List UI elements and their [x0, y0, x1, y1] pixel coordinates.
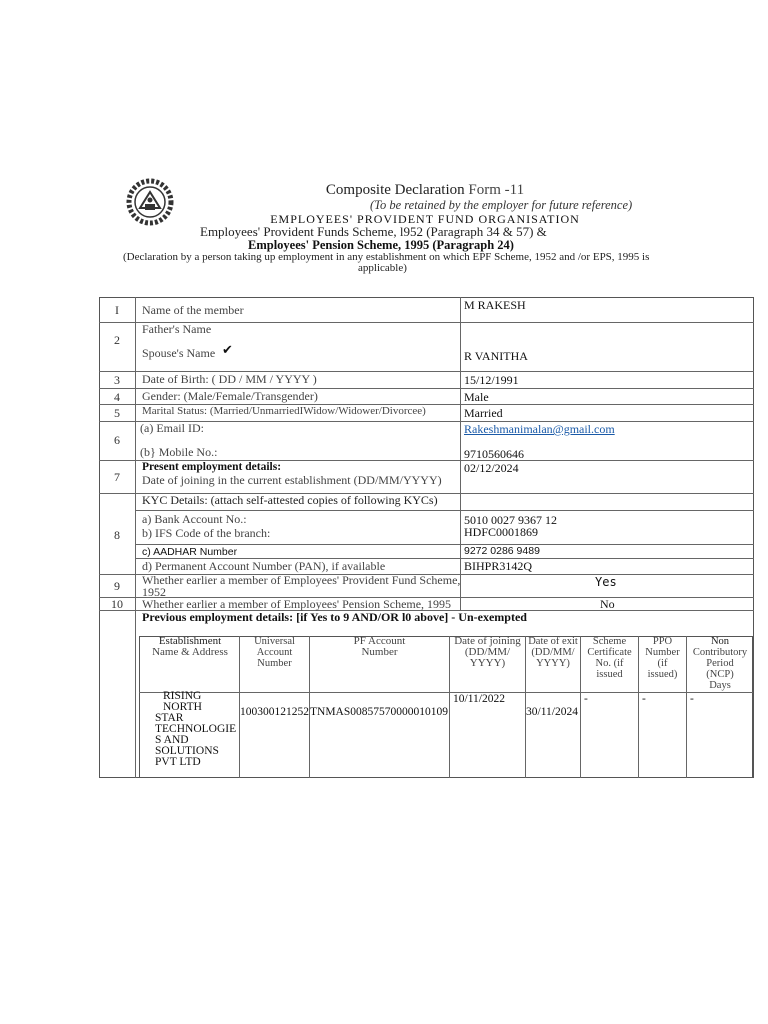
establishment-line: RISING NORTH	[163, 690, 202, 713]
eps-member-value: No	[600, 597, 615, 611]
prev-ncp-value: -	[690, 693, 694, 705]
col-header-text: Date of exit	[528, 636, 578, 647]
gender-label: Gender: (Male/Female/Transgender)	[142, 389, 318, 403]
col-header-text: PPO	[652, 636, 673, 647]
col-header-establishment	[140, 636, 240, 658]
row-number-7: 7	[114, 470, 120, 484]
eps-member-label: Whether earlier a member of Employees' Pension Scheme, 1995	[142, 597, 452, 611]
col-header-uan	[240, 636, 309, 669]
bank-account-label: a) Bank Account No.:	[142, 512, 247, 526]
col-header-text: Scheme	[592, 636, 627, 647]
prev-ppo-value: -	[642, 693, 646, 705]
row-number-4: 4	[114, 390, 120, 404]
col-header-scheme-certificate	[581, 636, 638, 680]
col-header-text: Certificate	[587, 647, 632, 658]
previous-employment-heading: Previous employment details: [if Yes to 9 AND/OR l0 above] - Un-exempted	[142, 610, 527, 624]
dob-label: Date of Birth: ( DD / MM / YYYY )	[142, 372, 317, 386]
spouse-checkmark-icon: ✔	[222, 342, 233, 357]
col-header-date-of-joining	[450, 636, 525, 669]
gender-value: Male	[464, 390, 489, 404]
prev-doj-value: 10/11/2022	[453, 693, 505, 705]
aadhar-label: c) AADHAR Number	[142, 546, 238, 558]
ifsc-label: b) IFS Code of the branch:	[142, 526, 271, 540]
col-header-text: issued)	[647, 669, 678, 680]
form-title	[110, 182, 740, 199]
col-header-text: (if	[657, 658, 668, 669]
row-number-1: I	[115, 303, 119, 317]
mobile-label: (b} Mobile No.:	[140, 445, 218, 459]
col-header-text: Period	[706, 658, 734, 669]
email-label: (a) Email ID:	[140, 421, 204, 435]
fathers-name-label: Father's Name	[142, 322, 212, 336]
date-of-joining-label: Date of joining in the current establishment (DD/MM/YYYY)	[142, 473, 442, 487]
prev-doe-value: 30/11/2024	[526, 706, 578, 718]
row-divider	[135, 544, 754, 545]
scheme-line-1: Employees' Provident Funds Scheme, l952 (Paragraph 34 & 57) &	[200, 224, 547, 239]
col-header-text: YYYY)	[536, 658, 570, 669]
col-divider-value	[460, 297, 461, 610]
form-number: Form -11	[468, 182, 525, 198]
epf-member-value: Yes	[595, 575, 617, 589]
col-header-date-of-exit	[526, 636, 580, 669]
establishment-line: STAR	[155, 712, 184, 724]
member-name-label: Name of the member	[142, 303, 244, 317]
bank-account-value: 5010 0027 9367 12	[464, 513, 557, 527]
establishment-line: TECHNOLOGIE	[155, 723, 237, 735]
establishment-line: S AND	[155, 734, 189, 746]
spouses-name-label: Spouse's Name	[142, 346, 216, 360]
prev-scheme-cert-value: -	[584, 693, 588, 705]
row-number-2: 2	[114, 333, 120, 347]
row-number-5: 5	[114, 406, 120, 420]
col-header-text: (DD/MM/	[531, 647, 575, 658]
aadhar-value: 9272 0286 9489	[464, 545, 540, 557]
kyc-heading: KYC Details: (attach self-attested copies of following KYCs)	[142, 493, 438, 507]
mobile-value: 9710560646	[464, 447, 524, 461]
email-value[interactable]: Rakeshmanimalan@gmail.com	[464, 422, 615, 436]
col-header-text: (NCP)	[706, 669, 734, 680]
col-header-text: Number	[361, 646, 398, 658]
establishment-line: SOLUTIONS	[155, 745, 219, 757]
row-number-10: 10	[111, 597, 123, 611]
member-name-value: M RAKESH	[464, 298, 526, 312]
col-header-text: Contributory	[692, 647, 748, 658]
col-header-ncp-days	[687, 636, 753, 691]
form-title-text: Composite Declaration	[325, 182, 465, 198]
retain-note: (To be retained by the employer for future reference)	[370, 198, 633, 212]
declaration-line-2: applicable)	[358, 262, 407, 274]
date-of-joining-value: 02/12/2024	[464, 461, 519, 475]
col-header-ppo-number	[639, 636, 686, 680]
row-number-8: 8	[114, 528, 120, 542]
organisation-name: EMPLOYEES' PROVIDENT FUND ORGANISATION	[270, 212, 580, 226]
row-number-3: 3	[114, 373, 120, 387]
marital-status-label: Marital Status: (Married/UnmarriedIWidow/Widower/Divorcee)	[142, 405, 426, 417]
col-header-text: Days	[709, 680, 731, 691]
col-header-text: Number	[645, 647, 680, 658]
epf-member-label: Whether earlier a member of Employees' Provident Fund Scheme,	[142, 573, 461, 587]
pan-value: BIHPR3142Q	[464, 559, 533, 573]
col-header-text: Date of joining	[454, 635, 521, 647]
spouse-name-value: R VANITHA	[464, 349, 528, 363]
col-header-text: Establishment	[158, 635, 222, 647]
establishment-line: PVT LTD	[155, 756, 201, 768]
prev-uan-value: 100300121252	[240, 706, 309, 718]
ifsc-value: HDFC0001869	[464, 525, 539, 539]
dob-value: 15/12/1991	[464, 373, 519, 387]
col-header-text: Universal	[254, 636, 295, 647]
prev-pf-account-value: TNMAS00857570000010109	[310, 706, 449, 718]
present-employment-label: Present employment details:	[142, 461, 282, 473]
scheme-line-2: Employees' Pension Scheme, 1995 (Paragraph 24)	[248, 238, 514, 252]
col-header-text: PF Account	[353, 635, 406, 647]
col-header-text: No. (if	[595, 658, 624, 669]
col-header-text: Account	[256, 647, 293, 658]
row-number-6: 6	[114, 433, 120, 447]
row-number-9: 9	[114, 579, 120, 593]
epf-member-label-year: 1952	[142, 585, 166, 599]
declaration-line-1: (Declaration by a person taking up employment in any establishment on which EPF Scheme, 1952 and /or EPS, 1995 is	[123, 251, 650, 263]
col-header-text: YYYY)	[469, 657, 506, 669]
col-divider-number	[135, 297, 136, 778]
col-header-text: issued	[596, 669, 623, 680]
col-header-text: (DD/MM/	[464, 646, 511, 658]
col-header-text: Number	[257, 658, 292, 669]
marital-status-value: Married	[464, 406, 503, 420]
prev-establishment-value	[155, 691, 239, 768]
col-header-text: Name & Address	[152, 646, 228, 658]
col-header-pf-account	[310, 636, 449, 658]
pan-label: d) Permanent Account Number (PAN), if available	[142, 559, 386, 573]
col-header-text: Non	[710, 636, 730, 647]
row-divider	[135, 510, 754, 511]
